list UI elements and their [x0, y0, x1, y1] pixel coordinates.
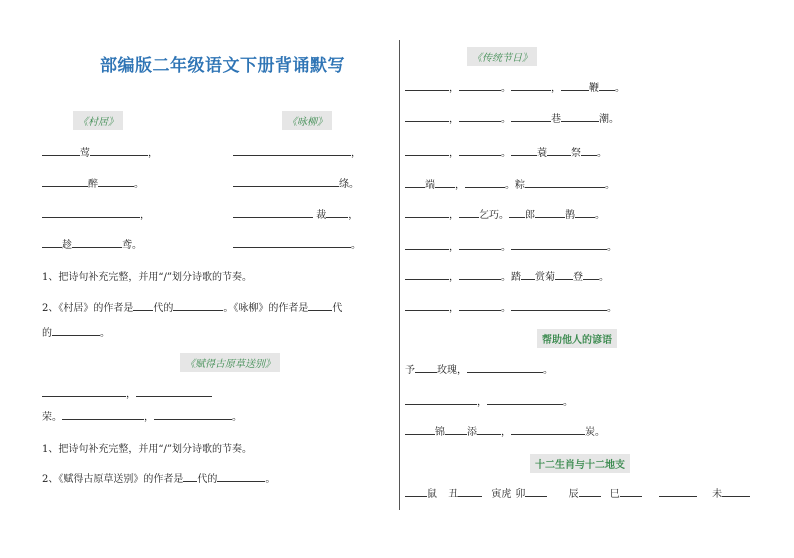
proverb-line-1: 予 玫瑰， 。	[405, 362, 553, 378]
column-divider	[399, 40, 400, 510]
blank[interactable]	[511, 145, 537, 156]
question-2-cont: 的 。	[42, 324, 110, 339]
proverb-line-3: 锦 添 ， 炭。	[405, 424, 605, 440]
yongliu-line-1: ，	[233, 145, 361, 161]
question-3: 1、把诗句补充完整，并用“/”划分诗歌的节奏。	[42, 444, 252, 455]
festival-line-6: ， 。 。	[405, 239, 617, 255]
yongliu-line-3: 裁 ，	[233, 207, 358, 223]
blank[interactable]	[561, 80, 589, 91]
blank[interactable]	[62, 409, 144, 420]
blank[interactable]	[599, 80, 615, 91]
blank[interactable]	[467, 362, 543, 373]
blank[interactable]	[620, 486, 642, 497]
blank[interactable]	[465, 177, 505, 188]
blank[interactable]	[72, 237, 122, 248]
blank[interactable]	[98, 176, 134, 187]
blank[interactable]	[511, 239, 607, 250]
blank[interactable]	[579, 486, 601, 497]
blank[interactable]	[90, 145, 148, 156]
festival-line-5: ， 乞巧。 郎 鹊 。	[405, 207, 605, 223]
blank[interactable]	[521, 269, 535, 280]
proverb-line-2: ， 。	[405, 394, 573, 410]
blank[interactable]	[405, 239, 449, 250]
blank[interactable]	[233, 207, 313, 218]
blank[interactable]	[42, 145, 80, 156]
question-1: 1、把诗句补充完整，并用“/”划分诗歌的节奏。	[42, 272, 252, 283]
question-4: 2、《赋得古原草送别》的作者是 代的 。	[42, 470, 275, 485]
blank[interactable]	[42, 386, 126, 397]
blank[interactable]	[405, 269, 449, 280]
blank[interactable]	[459, 80, 501, 91]
blank[interactable]	[659, 486, 697, 497]
fude-line-2: 荣。 ， 。	[42, 409, 242, 425]
blank[interactable]	[459, 300, 501, 311]
fude-line-1: ，	[42, 386, 212, 402]
blank[interactable]	[547, 145, 571, 156]
yongliu-line-2: 绦。	[233, 176, 359, 192]
blank[interactable]	[415, 362, 437, 373]
festival-line-7: ， 。踏 赏菊 登 。	[405, 269, 609, 285]
cunju-line-3: ，	[42, 207, 150, 223]
yongliu-line-4: 。	[233, 237, 361, 253]
cunju-line-1: 莺 ，	[42, 145, 158, 161]
section-title-zodiac: 十二生肖与十二地支	[530, 454, 630, 473]
blank[interactable]	[459, 111, 501, 122]
blank[interactable]	[405, 207, 449, 218]
page-title: 部编版二年级语文下册背诵默写	[100, 56, 345, 76]
blank[interactable]	[525, 486, 547, 497]
festival-line-2: ， 。 巷 潮。	[405, 111, 619, 127]
blank[interactable]	[445, 424, 467, 435]
blank[interactable]	[477, 424, 501, 435]
festival-line-4: 端 ， 。粽 。	[405, 177, 615, 193]
festival-line-1: ， 。 ， 鞭 。	[405, 80, 625, 96]
festival-line-3: ， 。 蓑 祭 。	[405, 145, 607, 161]
blank[interactable]	[405, 145, 449, 156]
poem-title-yongliu: 《咏柳》	[282, 111, 332, 130]
blank[interactable]	[173, 300, 223, 311]
blank[interactable]	[459, 239, 501, 250]
blank[interactable]	[308, 300, 332, 311]
blank[interactable]	[233, 145, 351, 156]
cunju-line-2: 醉 。	[42, 176, 144, 192]
blank[interactable]	[555, 269, 573, 280]
cunju-line-4: 趁 鸢。	[42, 237, 142, 253]
blank[interactable]	[405, 394, 477, 405]
blank[interactable]	[52, 325, 100, 336]
blank[interactable]	[183, 471, 197, 482]
blank[interactable]	[405, 111, 449, 122]
blank[interactable]	[525, 177, 605, 188]
blank[interactable]	[217, 471, 265, 482]
blank[interactable]	[581, 145, 597, 156]
blank[interactable]	[487, 394, 563, 405]
blank[interactable]	[511, 80, 551, 91]
blank[interactable]	[405, 424, 435, 435]
blank[interactable]	[405, 300, 449, 311]
blank[interactable]	[722, 486, 750, 497]
blank[interactable]	[509, 207, 525, 218]
blank[interactable]	[459, 269, 501, 280]
blank[interactable]	[42, 237, 62, 248]
poem-title-fude: 《赋得古原草送别》	[180, 353, 280, 372]
blank[interactable]	[511, 111, 551, 122]
blank[interactable]	[511, 300, 607, 311]
blank[interactable]	[233, 176, 339, 187]
blank[interactable]	[233, 237, 351, 248]
blank[interactable]	[154, 409, 232, 420]
question-2: 2、《村居》的作者是 代的 。《咏柳》的作者是 代	[42, 299, 342, 314]
blank[interactable]	[42, 207, 140, 218]
blank[interactable]	[535, 207, 565, 218]
blank[interactable]	[405, 486, 427, 497]
blank[interactable]	[458, 486, 482, 497]
festival-line-8: ， 。 。	[405, 300, 617, 316]
blank[interactable]	[435, 177, 455, 188]
blank[interactable]	[575, 207, 595, 218]
blank[interactable]	[133, 300, 153, 311]
blank[interactable]	[511, 424, 585, 435]
zodiac-line: 鼠 丑 寅虎 卯 辰 巳 未	[405, 486, 750, 502]
blank[interactable]	[326, 207, 348, 218]
blank[interactable]	[136, 386, 212, 397]
blank[interactable]	[42, 176, 88, 187]
blank[interactable]	[459, 145, 501, 156]
blank[interactable]	[405, 80, 449, 91]
section-title-proverbs: 帮助他人的谚语	[537, 329, 617, 348]
blank[interactable]	[583, 269, 599, 280]
poem-title-cunju: 《村居》	[73, 111, 123, 130]
section-title-festivals: 《传统节日》	[467, 47, 537, 66]
blank[interactable]	[405, 177, 425, 188]
blank[interactable]	[561, 111, 599, 122]
blank[interactable]	[459, 207, 479, 218]
